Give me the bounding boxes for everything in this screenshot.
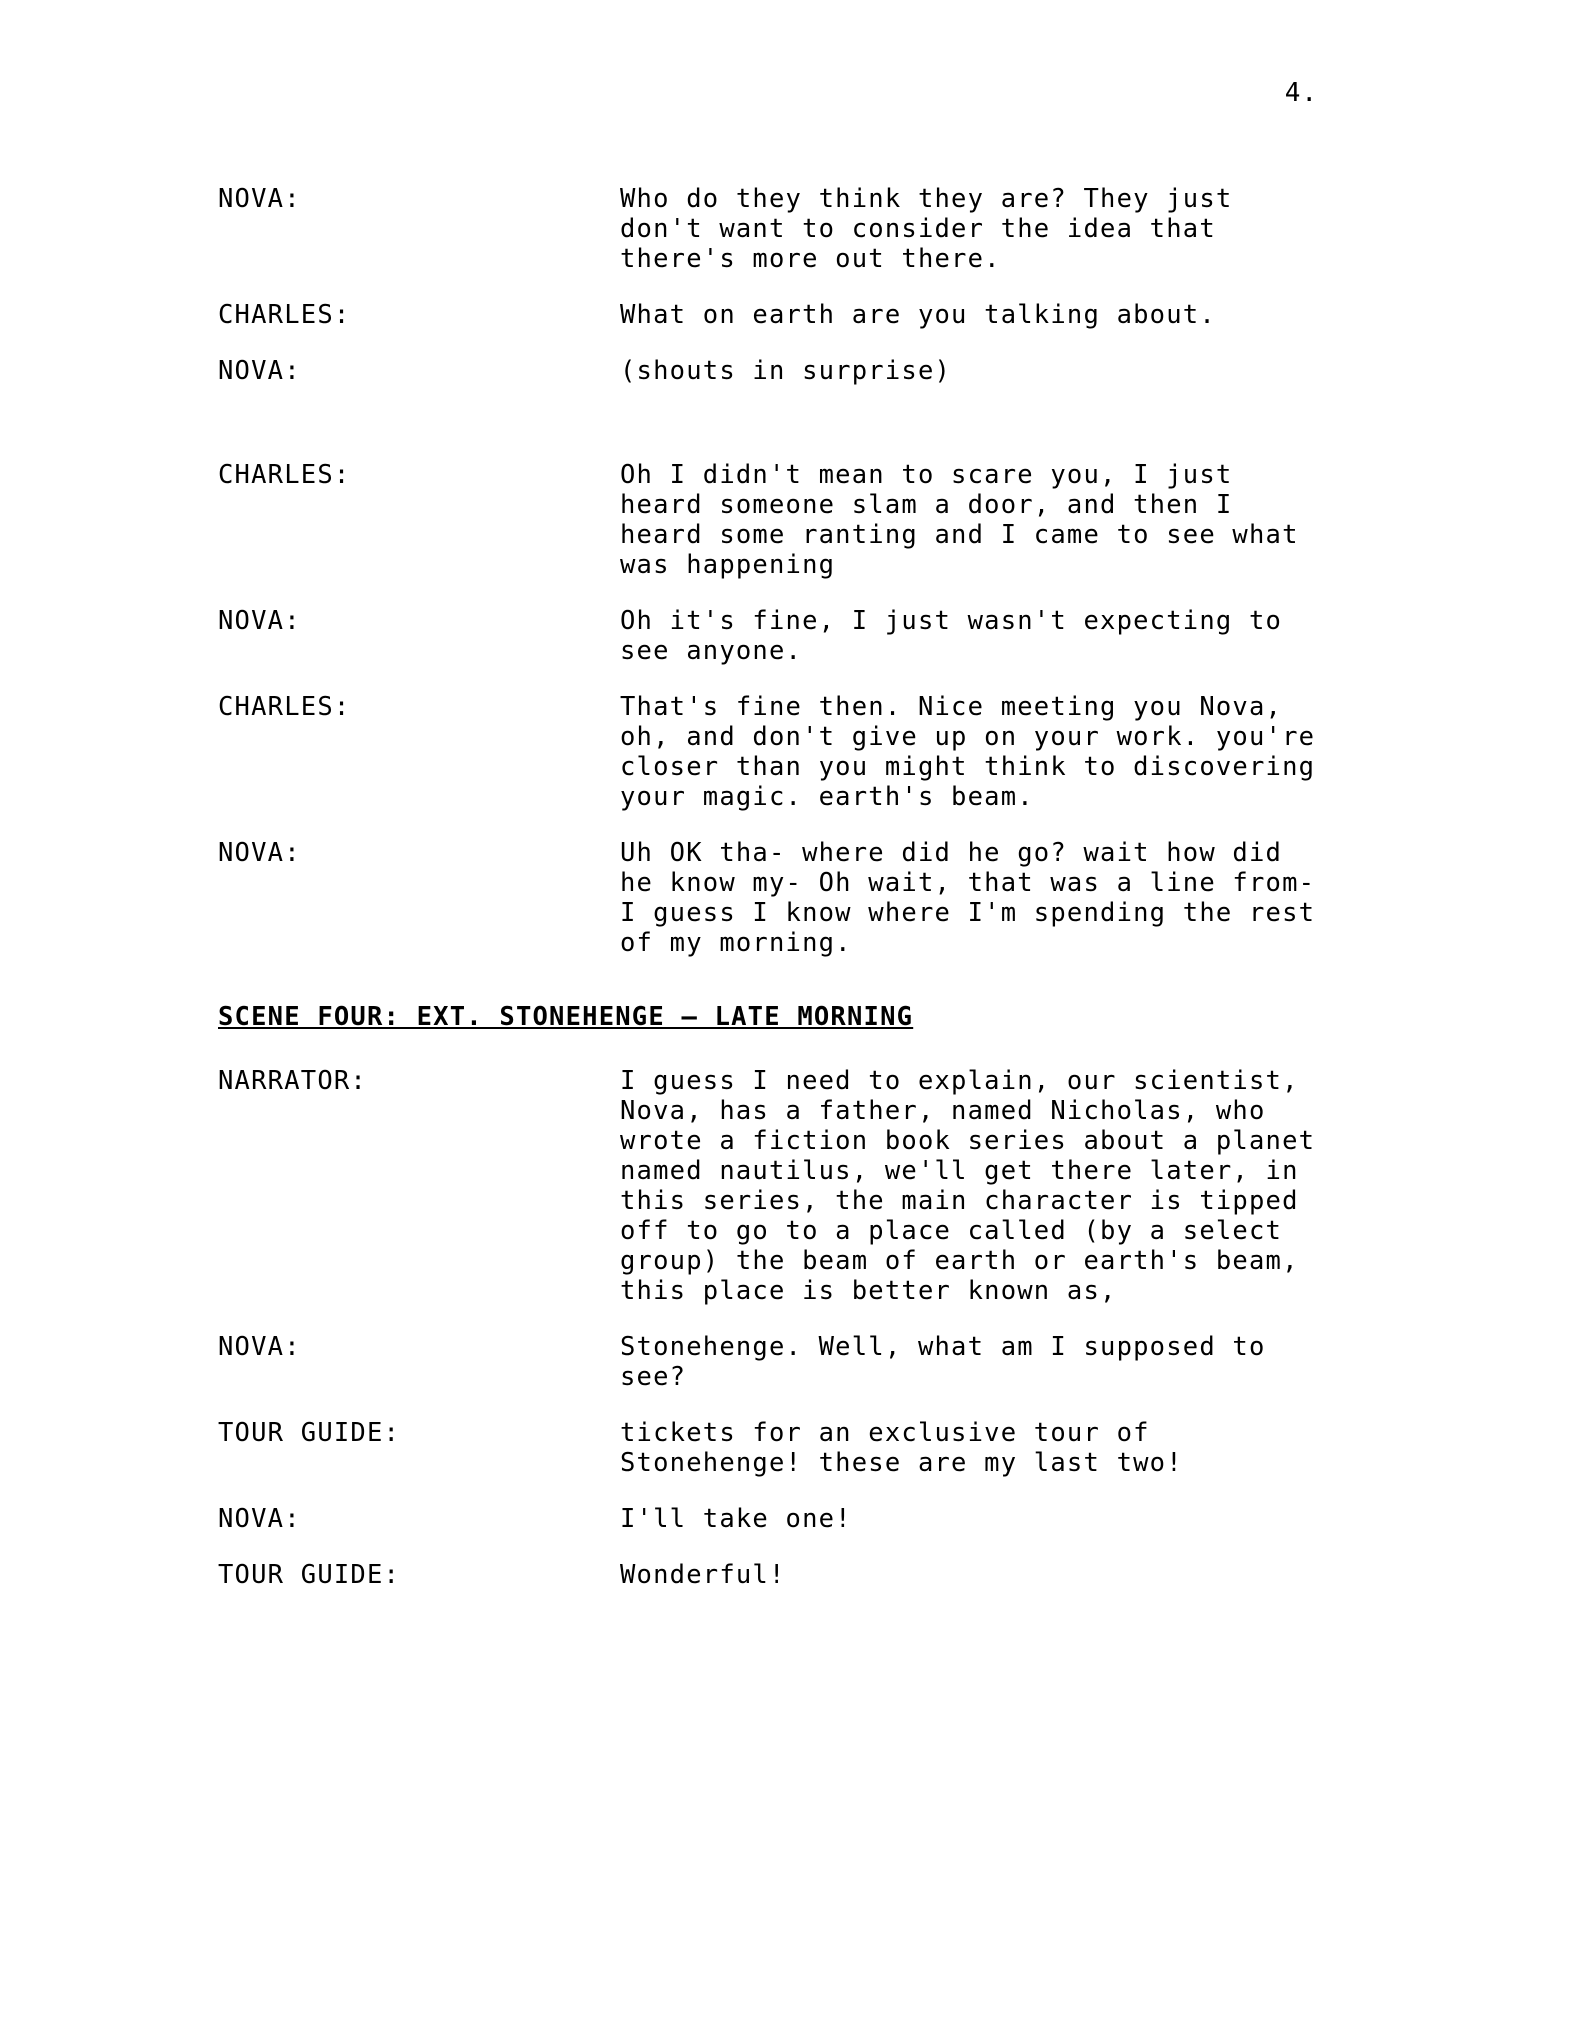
speaker-name: TOUR GUIDE: [218,1560,401,1590]
dialogue-text: I guess I need to explain, our scientist, Nova, has a father, named Nicholas, who wrote a fiction book series about a planet named nautilus, we'll get there later, in this series, the main character is tipped off to go to a place called (by a select group) the beam of earth or earth's beam, this place is better known as, [620,1066,1332,1306]
dialogue-line [218,300,1338,330]
speaker-name: CHARLES: [218,692,351,722]
blank-space [218,412,1338,460]
dialogue-text: I'll take one! [620,1504,852,1534]
speaker-name: NOVA: [218,838,301,868]
dialogue-line [218,1332,1338,1392]
dialogue-text: Oh it's fine, I just wasn't expecting to see anyone. [620,606,1299,666]
dialogue-line [218,1066,1338,1306]
speaker-name: NOVA: [218,1504,301,1534]
dialogue-line [218,184,1338,274]
speaker-name: NOVA: [218,1332,301,1362]
speaker-name: NOVA: [218,184,301,214]
dialogue-text: That's fine then. Nice meeting you Nova, oh, and don't give up on your work. you're closer than you might think to discovering your magic. earth's beam. [620,692,1332,812]
speaker-name: CHARLES: [218,460,351,490]
dialogue-line [218,1418,1338,1478]
dialogue-line [218,356,1338,386]
page-number: 4. [1284,78,1318,108]
speaker-name: TOUR GUIDE: [218,1418,401,1448]
dialogue-text: Wonderful! [620,1560,786,1590]
dialogue-line [218,606,1338,666]
dialogue-text: tickets for an exclusive tour of Stonehenge! these are my last two! [620,1418,1183,1478]
scene-heading: SCENE FOUR: EXT. STONEHENGE – LATE MORNING [218,1002,914,1032]
dialogue-line [218,838,1338,958]
dialogue-text: Stonehenge. Well, what am I supposed to see? [620,1332,1283,1392]
dialogue-text: What on earth are you talking about. [620,300,1216,330]
dialogue-text: Uh OK tha- where did he go? wait how did he know my- Oh wait, that was a line from- I guess I know where I'm spending the rest of my morning. [620,838,1332,958]
dialogue-line [218,460,1338,580]
speaker-name: NOVA: [218,356,301,386]
speaker-name: CHARLES: [218,300,351,330]
dialogue-line [218,692,1338,812]
script-body [218,184,1338,1616]
dialogue-line [218,1504,1338,1534]
speaker-name: NOVA: [218,606,301,636]
dialogue-text: (shouts in surprise) [620,356,952,386]
dialogue-text: Oh I didn't mean to scare you, I just heard someone slam a door, and then I heard some ranting and I came to see what was happening [620,460,1316,580]
dialogue-line [218,1560,1338,1590]
speaker-name: NARRATOR: [218,1066,367,1096]
dialogue-text: Who do they think they are? They just don't want to consider the idea that there's more out there. [620,184,1249,274]
